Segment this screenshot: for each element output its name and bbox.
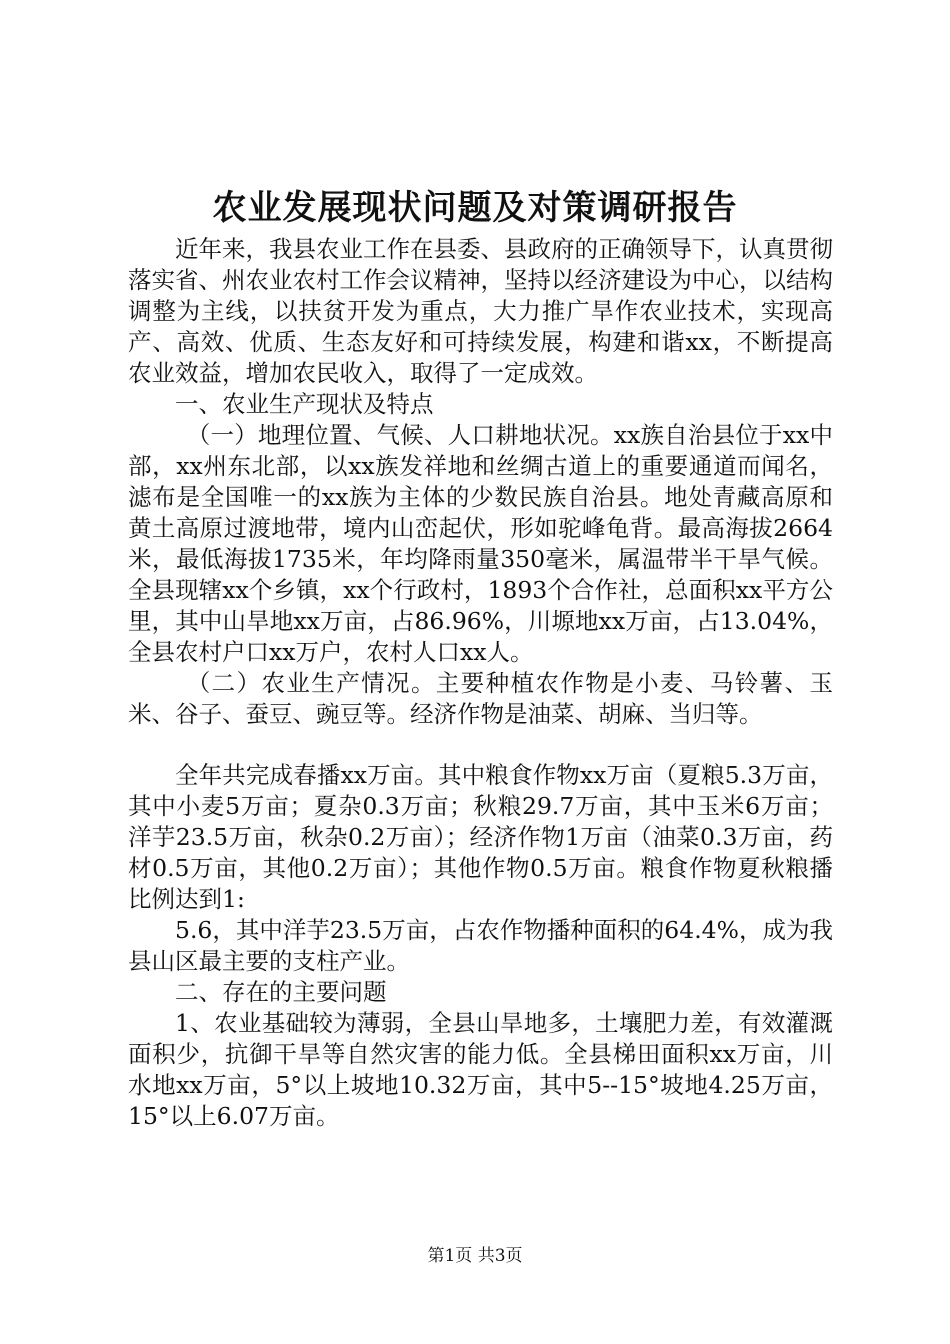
page-footer: 第1页 共3页 xyxy=(427,1246,523,1266)
section-heading-2: 二、存在的主要问题 xyxy=(175,978,387,1006)
document-body xyxy=(128,234,833,1132)
paragraph-spring-sowing: 全年共完成春播xx万亩。其中粮食作物xx万亩（夏粮5.3万亩，其中小麦5万亩；夏杂0.3万亩；秋粮29.7万亩，其中玉米6万亩；洋芋23.5万亩，秋杂0.2万亩）；经济作物1万亩（油菜0.3万亩，药材0.5万亩，其他0.2万亩）；其他作物0.5万亩。粮食作物夏秋粮播比例达到1: xyxy=(128,761,833,913)
paragraph-potato: 5.6，其中洋芋23.5万亩，占农作物播种面积的64.4%，成为我县山区最主要的支柱产业。 xyxy=(128,916,833,975)
paragraph-problem-1: 1、农业基础较为薄弱，全县山旱地多，土壤肥力差，有效灌溉面积少，抗御干旱等自然灾害的能力低。全县梯田面积xx万亩，川水地xx万亩，5°以上坡地10.32万亩，其中5--15°坡地4.25万亩，15°以上6.07万亩。 xyxy=(128,1009,833,1130)
paragraph-production: （二）农业生产情况。主要种植农作物是小麦、马铃薯、玉米、谷子、蚕豆、豌豆等。经济作物是油菜、胡麻、当归等。 xyxy=(128,669,833,728)
document-title: 农业发展现状问题及对策调研报告 xyxy=(212,188,738,228)
paragraph-geography: （一）地理位置、气候、人口耕地状况。xx族自治县位于xx中部，xx州东北部，以xx族发祥地和丝绸古道上的重要通道而闻名，滤布是全国唯一的xx族为主体的少数民族自治县。地处青藏高原和黄土高原过渡地带，境内山峦起伏，形如驼峰龟背。最高海拔2664米，最低海拔1735米，年均降雨量350毫米，属温带半干旱气候。全县现辖xx个乡镇，xx个行政村，1893个合作社，总面积xx平方公里，其中山旱地xx万亩，占86.96%，川塬地xx万亩，占13.04%，全县农村户口xx万户，农村人口xx人。 xyxy=(128,421,833,666)
section-heading-1: 一、农业生产现状及特点 xyxy=(175,390,434,418)
paragraph-intro: 近年来，我县农业工作在县委、县政府的正确领导下，认真贯彻落实省、州农业农村工作会议精神，坚持以经济建设为中心，以结构调整为主线，以扶贫开发为重点，大力推广旱作农业技术，实现高产、高效、优质、生态友好和可持续发展，构建和谐xx，不断提高农业效益，增加农民收入，取得了一定成效。 xyxy=(128,235,833,387)
